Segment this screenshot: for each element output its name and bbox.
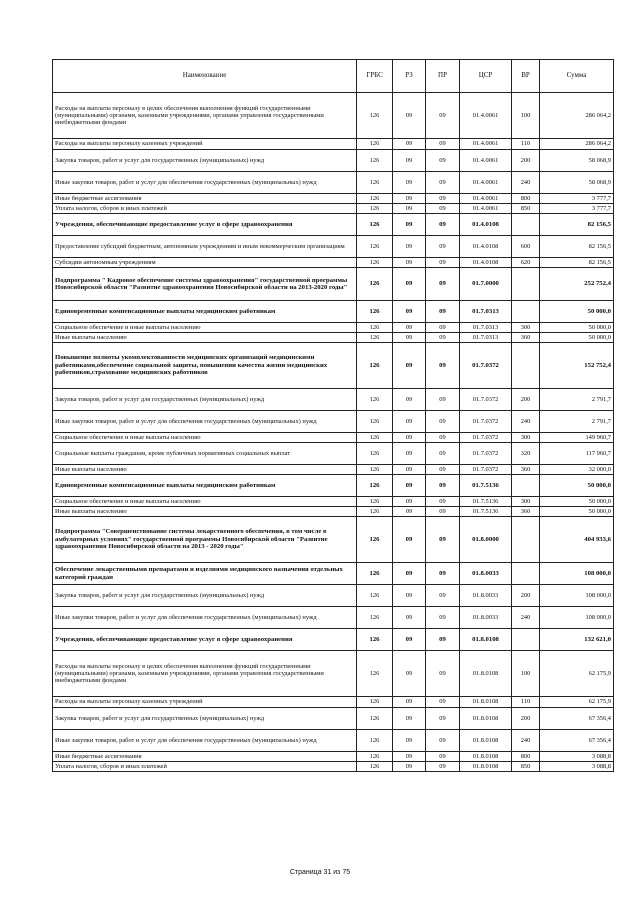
cell-grbs: 126 (357, 730, 393, 752)
cell-csr: 01.7.0372 (460, 411, 512, 433)
cell-grbs: 126 (357, 465, 393, 475)
cell-rz: 09 (393, 651, 426, 697)
table-row (53, 333, 614, 343)
cell-pr: 09 (426, 497, 460, 507)
cell-sum: 50 000,0 (540, 507, 614, 517)
cell-vr: 300 (512, 497, 540, 507)
cell-csr: 01.7.0372 (460, 465, 512, 475)
cell-vr: 850 (512, 762, 540, 772)
cell-name: Иные выплаты населению (53, 507, 357, 517)
cell-sum: 58 068,9 (540, 172, 614, 194)
cell-sum: 117 960,7 (540, 443, 614, 465)
cell-pr: 09 (426, 443, 460, 465)
cell-pr: 09 (426, 762, 460, 772)
cell-csr: 01.4.0061 (460, 139, 512, 150)
cell-csr: 01.8.0033 (460, 563, 512, 585)
cell-grbs: 126 (357, 708, 393, 730)
cell-csr: 01.4.0108 (460, 258, 512, 268)
cell-rz: 09 (393, 629, 426, 651)
cell-rz: 09 (393, 433, 426, 443)
cell-pr: 09 (426, 730, 460, 752)
cell-csr: 01.8.0033 (460, 585, 512, 607)
cell-pr: 09 (426, 333, 460, 343)
page-number: Страница 31 из 75 (289, 869, 351, 876)
cell-name: Расходы на выплаты персоналу в целях обеспечения выполнения функций государственными (муниципальными) органами, казенными учреждениями, органами управления государственными внебюджетными фондами (53, 651, 357, 697)
cell-sum: 67 356,4 (540, 730, 614, 752)
cell-rz: 09 (393, 752, 426, 762)
cell-grbs: 126 (357, 629, 393, 651)
cell-csr: 01.4.0061 (460, 204, 512, 214)
cell-sum: 3 088,8 (540, 752, 614, 762)
cell-sum: 2 791,7 (540, 411, 614, 433)
cell-sum: 82 156,5 (540, 258, 614, 268)
budget-table (52, 59, 614, 772)
table-header-row (53, 60, 614, 93)
cell-vr: 240 (512, 411, 540, 433)
cell-csr: 01.7.0372 (460, 389, 512, 411)
cell-rz: 09 (393, 411, 426, 433)
cell-rz: 09 (393, 507, 426, 517)
cell-pr: 09 (426, 389, 460, 411)
cell-rz: 09 (393, 204, 426, 214)
cell-vr: 110 (512, 139, 540, 150)
cell-pr: 09 (426, 433, 460, 443)
cell-grbs: 126 (357, 194, 393, 204)
cell-name: Социальное обеспечение и иные выплаты населению (53, 497, 357, 507)
cell-csr: 01.7.0313 (460, 323, 512, 333)
table-row (53, 389, 614, 411)
cell-csr: 01.7.5136 (460, 497, 512, 507)
table-row (53, 411, 614, 433)
cell-vr (512, 563, 540, 585)
cell-vr: 200 (512, 585, 540, 607)
cell-csr: 01.4.0061 (460, 194, 512, 204)
table-row (53, 236, 614, 258)
cell-grbs: 126 (357, 651, 393, 697)
cell-vr: 100 (512, 651, 540, 697)
cell-sum: 108 000,0 (540, 607, 614, 629)
cell-csr: 01.4.0061 (460, 93, 512, 139)
cell-pr: 09 (426, 629, 460, 651)
cell-vr: 200 (512, 708, 540, 730)
cell-rz: 09 (393, 607, 426, 629)
table-row (53, 150, 614, 172)
cell-name: Иные закупки товаров, работ и услуг для обеспечения государственных (муниципальных) нужд (53, 607, 357, 629)
cell-csr: 01.4.0061 (460, 150, 512, 172)
cell-sum: 50 000,0 (540, 301, 614, 323)
cell-name: Закупка товаров, работ и услуг для государственных (муниципальных) нужд (53, 150, 357, 172)
cell-rz: 09 (393, 139, 426, 150)
cell-vr: 360 (512, 333, 540, 343)
cell-pr: 09 (426, 150, 460, 172)
cell-rz: 09 (393, 730, 426, 752)
cell-sum: 50 000,0 (540, 323, 614, 333)
cell-name: Расходы на выплаты персоналу казенных учреждений (53, 139, 357, 150)
cell-csr: 01.7.0313 (460, 301, 512, 323)
cell-rz: 09 (393, 258, 426, 268)
header-rz: РЗ (393, 60, 426, 93)
cell-sum: 132 621,0 (540, 629, 614, 651)
cell-pr: 09 (426, 258, 460, 268)
cell-name: Закупка товаров, работ и услуг для государственных (муниципальных) нужд (53, 708, 357, 730)
cell-grbs: 126 (357, 497, 393, 507)
cell-grbs: 126 (357, 517, 393, 563)
cell-rz: 09 (393, 465, 426, 475)
cell-name: Обеспечение лекарственными препаратами и изделиями медицинского назначения отдельных категорий граждан (53, 563, 357, 585)
cell-pr: 09 (426, 214, 460, 236)
cell-csr: 01.8.0108 (460, 752, 512, 762)
cell-sum: 50 000,0 (540, 475, 614, 497)
cell-vr: 100 (512, 93, 540, 139)
cell-sum: 50 000,0 (540, 333, 614, 343)
table-row (53, 194, 614, 204)
cell-name: Иные закупки товаров, работ и услуг для обеспечения государственных (муниципальных) нужд (53, 730, 357, 752)
table-row (53, 301, 614, 323)
cell-sum: 62 175,9 (540, 651, 614, 697)
cell-vr: 240 (512, 607, 540, 629)
cell-csr: 01.7.0372 (460, 433, 512, 443)
cell-vr (512, 214, 540, 236)
table-row (53, 651, 614, 697)
cell-sum: 286 064,2 (540, 139, 614, 150)
cell-rz: 09 (393, 762, 426, 772)
cell-vr: 360 (512, 465, 540, 475)
cell-pr: 09 (426, 475, 460, 497)
cell-grbs: 126 (357, 150, 393, 172)
cell-grbs: 126 (357, 258, 393, 268)
cell-name: Учреждения, обеспечивающие предоставление услуг в сфере здравоохранения (53, 629, 357, 651)
cell-vr: 110 (512, 697, 540, 708)
table-row (53, 475, 614, 497)
cell-name: Подпрограмма " Кадровое обеспечение системы здравоохранения" государственной программы Новосибирской области "Развитие здравоохранения Новосибирской области на 2013-2020 годы" (53, 268, 357, 301)
cell-rz: 09 (393, 150, 426, 172)
cell-grbs: 126 (357, 343, 393, 389)
cell-name: Повышение полноты укомплектованности медицинских организаций медицинскими работниками,обеспечение социальной защиты, повышении качества жизни медицинских работников,страхование медицинских работников (53, 343, 357, 389)
header-csr: ЦСР (460, 60, 512, 93)
table-row (53, 697, 614, 708)
cell-sum: 32 000,0 (540, 465, 614, 475)
cell-vr: 620 (512, 258, 540, 268)
cell-vr: 800 (512, 194, 540, 204)
table-row (53, 343, 614, 389)
cell-name: Уплата налогов, сборов и иных платежей (53, 204, 357, 214)
cell-sum: 286 064,2 (540, 93, 614, 139)
table-row (53, 730, 614, 752)
cell-grbs: 126 (357, 411, 393, 433)
table-row (53, 433, 614, 443)
cell-pr: 09 (426, 301, 460, 323)
cell-rz: 09 (393, 93, 426, 139)
cell-csr: 01.8.0108 (460, 629, 512, 651)
cell-grbs: 126 (357, 172, 393, 194)
cell-csr: 01.4.0061 (460, 172, 512, 194)
cell-sum: 108 000,0 (540, 585, 614, 607)
cell-pr: 09 (426, 343, 460, 389)
cell-pr: 09 (426, 517, 460, 563)
cell-pr: 09 (426, 93, 460, 139)
cell-pr: 09 (426, 204, 460, 214)
cell-vr (512, 301, 540, 323)
cell-csr: 01.8.0108 (460, 697, 512, 708)
cell-name: Социальное обеспечение и иные выплаты населению (53, 433, 357, 443)
cell-rz: 09 (393, 475, 426, 497)
table-row (53, 172, 614, 194)
cell-pr: 09 (426, 585, 460, 607)
cell-name: Единовременные компенсационные выплаты медицинским работникам (53, 475, 357, 497)
table-row (53, 443, 614, 465)
header-grbs: ГРБС (357, 60, 393, 93)
cell-rz: 09 (393, 301, 426, 323)
cell-grbs: 126 (357, 507, 393, 517)
header-pr: ПР (426, 60, 460, 93)
cell-pr: 09 (426, 465, 460, 475)
cell-vr (512, 268, 540, 301)
cell-vr (512, 343, 540, 389)
cell-grbs: 126 (357, 563, 393, 585)
table-row (53, 268, 614, 301)
table-row (53, 762, 614, 772)
cell-grbs: 126 (357, 301, 393, 323)
cell-csr: 01.8.0108 (460, 651, 512, 697)
cell-pr: 09 (426, 507, 460, 517)
table-row (53, 752, 614, 762)
cell-pr: 09 (426, 651, 460, 697)
cell-pr: 09 (426, 194, 460, 204)
cell-name: Иные выплаты населению (53, 333, 357, 343)
table-row (53, 204, 614, 214)
table-row (53, 629, 614, 651)
cell-rz: 09 (393, 697, 426, 708)
table-row (53, 323, 614, 333)
cell-name: Иные закупки товаров, работ и услуг для обеспечения государственных (муниципальных) нужд (53, 172, 357, 194)
cell-sum: 252 752,4 (540, 268, 614, 301)
cell-rz: 09 (393, 497, 426, 507)
table-row (53, 708, 614, 730)
cell-name: Расходы на выплаты персоналу в целях обеспечения выполнения функций государственными (муниципальными) органами, казенными учреждениями, органами управления государственными внебюджетными фондами (53, 93, 357, 139)
cell-name: Единовременные компенсационные выплаты медицинским работникам (53, 301, 357, 323)
cell-sum: 3 777,7 (540, 204, 614, 214)
cell-vr (512, 629, 540, 651)
cell-sum: 82 156,5 (540, 236, 614, 258)
cell-sum: 82 156,5 (540, 214, 614, 236)
cell-sum: 3 088,8 (540, 762, 614, 772)
cell-grbs: 126 (357, 204, 393, 214)
cell-rz: 09 (393, 194, 426, 204)
cell-csr: 01.8.0033 (460, 607, 512, 629)
cell-pr: 09 (426, 411, 460, 433)
cell-csr: 01.8.0108 (460, 708, 512, 730)
cell-grbs: 126 (357, 389, 393, 411)
cell-sum: 404 933,6 (540, 517, 614, 563)
cell-sum: 50 000,0 (540, 497, 614, 507)
cell-csr: 01.7.0000 (460, 268, 512, 301)
cell-sum: 2 791,7 (540, 389, 614, 411)
cell-rz: 09 (393, 333, 426, 343)
cell-grbs: 126 (357, 607, 393, 629)
cell-csr: 01.8.0108 (460, 762, 512, 772)
cell-csr: 01.4.0108 (460, 214, 512, 236)
cell-sum: 3 777,7 (540, 194, 614, 204)
cell-csr: 01.8.0108 (460, 730, 512, 752)
cell-vr: 850 (512, 204, 540, 214)
cell-csr: 01.7.5136 (460, 475, 512, 497)
cell-vr (512, 475, 540, 497)
cell-name: Социальные выплаты гражданам, кроме публичных нормативных социальных выплат (53, 443, 357, 465)
cell-name: Иные бюджетные ассигнования (53, 194, 357, 204)
cell-pr: 09 (426, 268, 460, 301)
cell-pr: 09 (426, 708, 460, 730)
cell-sum: 67 356,4 (540, 708, 614, 730)
cell-sum: 152 752,4 (540, 343, 614, 389)
cell-pr: 09 (426, 563, 460, 585)
cell-rz: 09 (393, 172, 426, 194)
cell-grbs: 126 (357, 697, 393, 708)
cell-name: Подпрограмма "Совершенствование системы лекарственного обеспечения, в том числе в амбулаторных условиях" государственной программы Новосибирской области "Развитие здравоохранения Новосибирской области на 2013 - 2020 годы" (53, 517, 357, 563)
cell-pr: 09 (426, 323, 460, 333)
cell-pr: 09 (426, 697, 460, 708)
cell-name: Иные бюджетные ассигнования (53, 752, 357, 762)
header-name: Наименование (53, 60, 357, 93)
table-body (53, 93, 614, 772)
cell-sum: 149 960,7 (540, 433, 614, 443)
cell-grbs: 126 (357, 333, 393, 343)
cell-rz: 09 (393, 214, 426, 236)
cell-csr: 01.4.0108 (460, 236, 512, 258)
cell-grbs: 126 (357, 752, 393, 762)
cell-name: Социальное обеспечение и иные выплаты населению (53, 323, 357, 333)
cell-grbs: 126 (357, 443, 393, 465)
cell-rz: 09 (393, 517, 426, 563)
cell-rz: 09 (393, 268, 426, 301)
table-row (53, 465, 614, 475)
cell-grbs: 126 (357, 139, 393, 150)
cell-sum: 58 068,9 (540, 150, 614, 172)
cell-csr: 01.7.0372 (460, 343, 512, 389)
cell-pr: 09 (426, 752, 460, 762)
cell-csr: 01.8.0000 (460, 517, 512, 563)
cell-grbs: 126 (357, 236, 393, 258)
cell-rz: 09 (393, 323, 426, 333)
cell-vr (512, 517, 540, 563)
cell-rz: 09 (393, 708, 426, 730)
cell-vr: 240 (512, 172, 540, 194)
table-row (53, 93, 614, 139)
cell-rz: 09 (393, 343, 426, 389)
cell-name: Учреждения, обеспечивающие предоставление услуг в сфере здравоохранения (53, 214, 357, 236)
cell-grbs: 126 (357, 323, 393, 333)
table-row (53, 507, 614, 517)
cell-grbs: 126 (357, 433, 393, 443)
cell-name: Закупка товаров, работ и услуг для государственных (муниципальных) нужд (53, 585, 357, 607)
cell-name: Уплата налогов, сборов и иных платежей (53, 762, 357, 772)
cell-rz: 09 (393, 443, 426, 465)
table-row (53, 497, 614, 507)
cell-sum: 62 175,9 (540, 697, 614, 708)
table-row (53, 585, 614, 607)
cell-name: Иные закупки товаров, работ и услуг для обеспечения государственных (муниципальных) нужд (53, 411, 357, 433)
cell-grbs: 126 (357, 214, 393, 236)
cell-csr: 01.7.0313 (460, 333, 512, 343)
header-sum: Сумма (540, 60, 614, 93)
cell-vr: 320 (512, 443, 540, 465)
table-row (53, 258, 614, 268)
cell-pr: 09 (426, 139, 460, 150)
cell-grbs: 126 (357, 585, 393, 607)
cell-pr: 09 (426, 607, 460, 629)
cell-csr: 01.7.5136 (460, 507, 512, 517)
cell-name: Субсидии автономным учреждениям (53, 258, 357, 268)
table-row (53, 607, 614, 629)
cell-name: Предоставление субсидий бюджетным, автономным учреждениям и иным некоммерческим организациям (53, 236, 357, 258)
cell-grbs: 126 (357, 475, 393, 497)
cell-vr: 600 (512, 236, 540, 258)
cell-vr: 800 (512, 752, 540, 762)
header-vr: ВР (512, 60, 540, 93)
cell-name: Расходы на выплаты персоналу казенных учреждений (53, 697, 357, 708)
cell-rz: 09 (393, 389, 426, 411)
cell-vr: 200 (512, 150, 540, 172)
cell-grbs: 126 (357, 93, 393, 139)
cell-vr: 300 (512, 433, 540, 443)
table-row (53, 139, 614, 150)
cell-name: Иные выплаты населению (53, 465, 357, 475)
table-row (53, 517, 614, 563)
cell-vr: 240 (512, 730, 540, 752)
cell-name: Закупка товаров, работ и услуг для государственных (муниципальных) нужд (53, 389, 357, 411)
cell-rz: 09 (393, 236, 426, 258)
table-row (53, 563, 614, 585)
cell-rz: 09 (393, 585, 426, 607)
cell-pr: 09 (426, 172, 460, 194)
cell-sum: 108 000,0 (540, 563, 614, 585)
cell-vr: 360 (512, 507, 540, 517)
cell-grbs: 126 (357, 762, 393, 772)
cell-rz: 09 (393, 563, 426, 585)
cell-pr: 09 (426, 236, 460, 258)
cell-grbs: 126 (357, 268, 393, 301)
table-row (53, 214, 614, 236)
cell-vr: 200 (512, 389, 540, 411)
cell-vr: 300 (512, 323, 540, 333)
cell-csr: 01.7.0372 (460, 443, 512, 465)
